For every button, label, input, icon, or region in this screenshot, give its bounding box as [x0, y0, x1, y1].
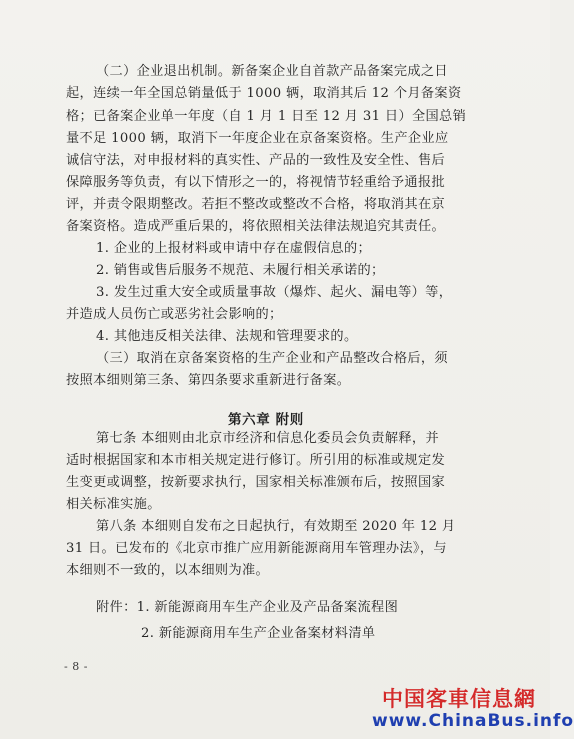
list-item: 并造成人员伤亡或恶劣社会影响的；: [66, 307, 283, 322]
paragraph-line: 适时根据国家和本市相关规定进行修订。所引用的标准或规定发: [66, 453, 446, 468]
paragraph-line: 格；已备案企业单一年度（自 1 月 1 日至 12 月 31 日）全国总销: [66, 109, 467, 124]
paragraph-line: （三）取消在京备案资格的生产企业和产品整改合格后，须: [96, 351, 448, 366]
watermark-url: www.ChinaBus.info: [372, 711, 574, 731]
list-item: 2. 销售或售后服务不规范、未履行相关承诺的；: [96, 263, 385, 278]
chapter-heading: 第六章 附则: [228, 412, 304, 428]
paragraph-line: 31 日。已发布的《北京市推广应用新能源商用车管理办法》，与: [66, 541, 447, 556]
paragraph-line: 按照本细则第三条、第四条要求重新进行备案。: [66, 373, 351, 388]
paragraph-line: 生变更或调整，按新要求执行，国家相关标准颁布后，按照国家: [66, 475, 446, 490]
paragraph-line: 第八条 本细则自发布之日起执行，有效期至 2020 年 12 月: [96, 519, 456, 534]
paragraph-line: 相关标准实施。: [66, 497, 161, 512]
paragraph-line: 备案资格。造成严重后果的，将依照相关法律法规追究其责任。: [66, 219, 446, 234]
list-item: 4. 其他违反相关法律、法规和管理要求的。: [96, 329, 358, 344]
paragraph-line: 保障服务等负责，有以下情形之一的，将视情节轻重给予通报批: [66, 175, 446, 190]
paragraph-line: 诚信守法，对申报材料的真实性、产品的一致性及安全性、售后: [66, 153, 446, 168]
paragraph-line: 第七条 本细则由北京市经济和信息化委员会负责解释，并: [96, 431, 439, 446]
paragraph-line: 评，并责令限期整改。若拒不整改或整改不合格，将取消其在京: [66, 197, 446, 212]
paragraph-line: （二）企业退出机制。新备案企业自首款产品备案完成之日: [96, 64, 448, 79]
attachment-line: 附件：1. 新能源商用车生产企业及产品备案流程图: [96, 600, 399, 615]
paragraph-line: 量不足 1000 辆，取消下一年度企业在京备案资格。生产企业应: [66, 131, 449, 146]
list-item: 3. 发生过重大安全或质量事故（爆炸、起火、漏电等）等，: [96, 285, 453, 300]
list-item: 1. 企业的上报材料或申请中存在虚假信息的；: [96, 241, 372, 256]
paragraph-line: 本细则不一致的，以本细则为准。: [66, 563, 270, 578]
attachment-line: 2. 新能源商用车生产企业备案材料清单: [141, 626, 376, 641]
paragraph-line: 起，连续一年全国总销量低于 1000 辆，取消其后 12 个月备案资: [66, 86, 462, 101]
page-number: - 8 -: [64, 660, 88, 673]
watermark-logo-text: 中国客車信息網: [382, 687, 536, 711]
